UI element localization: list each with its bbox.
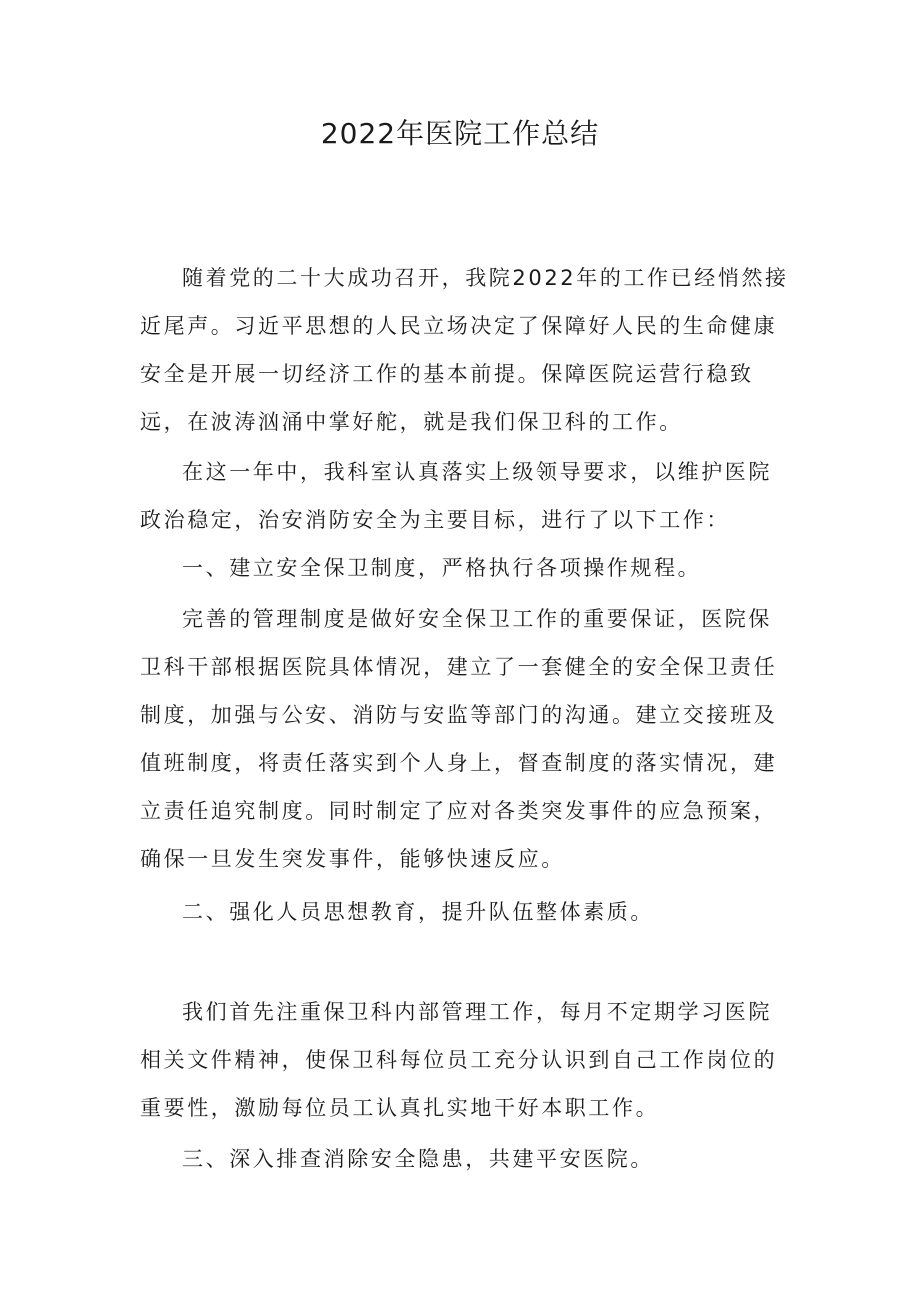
- section-heading-3: 三、深入排查消除安全隐患，共建平安医院。: [182, 1147, 654, 1171]
- paragraph-overview: 在这一年中，我科室认真落实上级领导要求，以维护医院政治稳定，治安消防安全为主要目标，进行了以下工作：: [140, 460, 772, 532]
- section-heading-1: 一、建立安全保卫制度，严格执行各项操作规程。: [182, 556, 702, 580]
- paragraph-section-1: 完善的管理制度是做好安全保卫工作的重要保证，医院保卫科干部根据医院具体情况，建立了一套健全的安全保卫责任制度，加强与公安、消防与安监等部门的沟通。建立交接班及值班制度，将责任落实到个人身上，督查制度的落实情况，建立责任追究制度。同时制定了应对各类突发事件的应急预案，确保一旦发生突发事件，能够快速反应。: [140, 607, 778, 871]
- document-title: 2022年医院工作总结: [320, 117, 600, 150]
- paragraph-intro: 随着党的二十大成功召开，我院2022年的工作已经悄然接近尾声。习近平思想的人民立场决定了保障好人民的生命健康安全是开展一切经济工作的基本前提。保障医院运营行稳致远，在波涛汹涌中掌好舵，就是我们保卫科的工作。: [140, 266, 789, 434]
- paragraph-section-2: 我们首先注重保卫科内部管理工作，每月不定期学习医院相关文件精神，使保卫科每位员工充分认识到自己工作岗位的重要性，激励每位员工认真扎实地干好本职工作。: [140, 1000, 778, 1120]
- section-heading-2: 二、强化人员思想教育，提升队伍整体素质。: [182, 900, 654, 924]
